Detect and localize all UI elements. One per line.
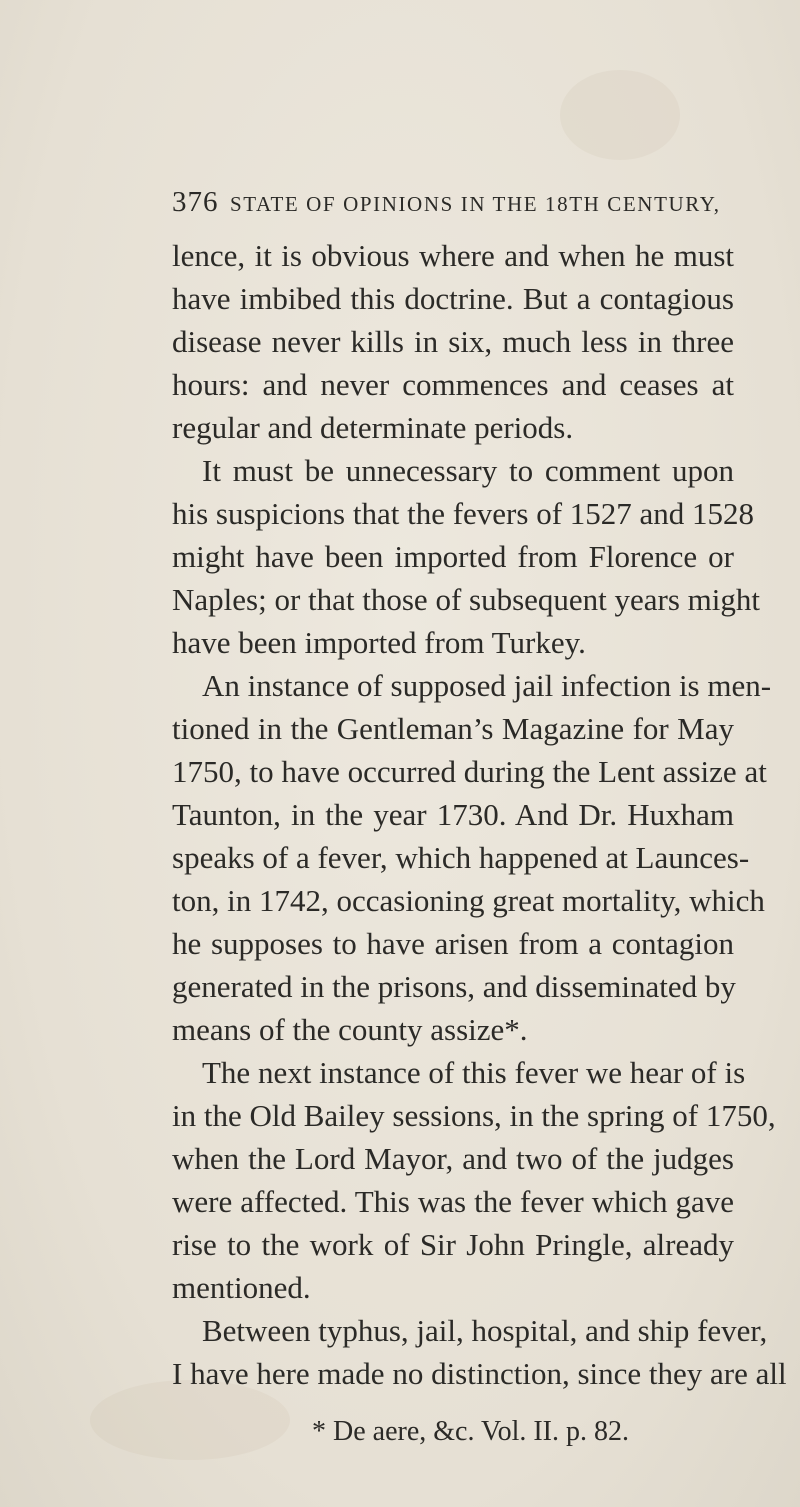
text-line: mentioned. [172, 1270, 311, 1305]
text-line: tioned in the Gentleman’s Magazine for May [172, 711, 734, 746]
page-header [172, 186, 732, 226]
text-line: have been imported from Turkey. [172, 625, 586, 660]
text-line: It must be unnecessary to comment upon [202, 453, 734, 488]
text-line: were affected. This was the fever which gave [172, 1184, 734, 1219]
text-line: regular and determinate periods. [172, 410, 574, 445]
text-line: his suspicions that the fevers of 1527 and 1528 [172, 496, 755, 531]
text-line: might have been imported from Florence or [172, 539, 734, 574]
text-line: he supposes to have arisen from a contagion [172, 926, 734, 961]
text-line: The next instance of this fever we hear of is [202, 1055, 746, 1090]
text-line: Between typhus, jail, hospital, and ship fever, [202, 1313, 768, 1348]
text-line: speaks of a fever, which happened at Launces- [172, 840, 750, 875]
text-line: lence, it is obvious where and when he must [172, 238, 734, 273]
text-line: in the Old Bailey sessions, in the spring of 1750, [172, 1098, 776, 1133]
text-line: ton, in 1742, occasioning great mortality, which [172, 883, 765, 918]
text-line: generated in the prisons, and disseminated by [172, 969, 736, 1004]
footnote: * De aere, &c. Vol. II. p. 82. [312, 1416, 629, 1447]
text-line: have imbibed this doctrine. But a contagious [172, 281, 734, 316]
text-line: means of the county assize*. [172, 1012, 528, 1047]
text-line: 1750, to have occurred during the Lent assize at [172, 754, 767, 789]
text-line: I have here made no distinction, since they are all [172, 1356, 787, 1391]
paper-stain [560, 70, 680, 160]
text-line: Taunton, in the year 1730. And Dr. Huxham [172, 797, 734, 832]
text-line: when the Lord Mayor, and two of the judges [172, 1141, 734, 1176]
text-line: Naples; or that those of subsequent years might [172, 582, 761, 617]
running-head: STATE OF OPINIONS IN THE 18TH CENTURY, [230, 192, 721, 216]
text-line: disease never kills in six, much less in three [172, 324, 734, 359]
text-line: An instance of supposed jail infection is men- [202, 668, 772, 703]
text-line: hours: and never commences and ceases at [172, 367, 734, 402]
page-number: 376 [172, 186, 219, 218]
text-line: rise to the work of Sir John Pringle, already [172, 1227, 734, 1262]
